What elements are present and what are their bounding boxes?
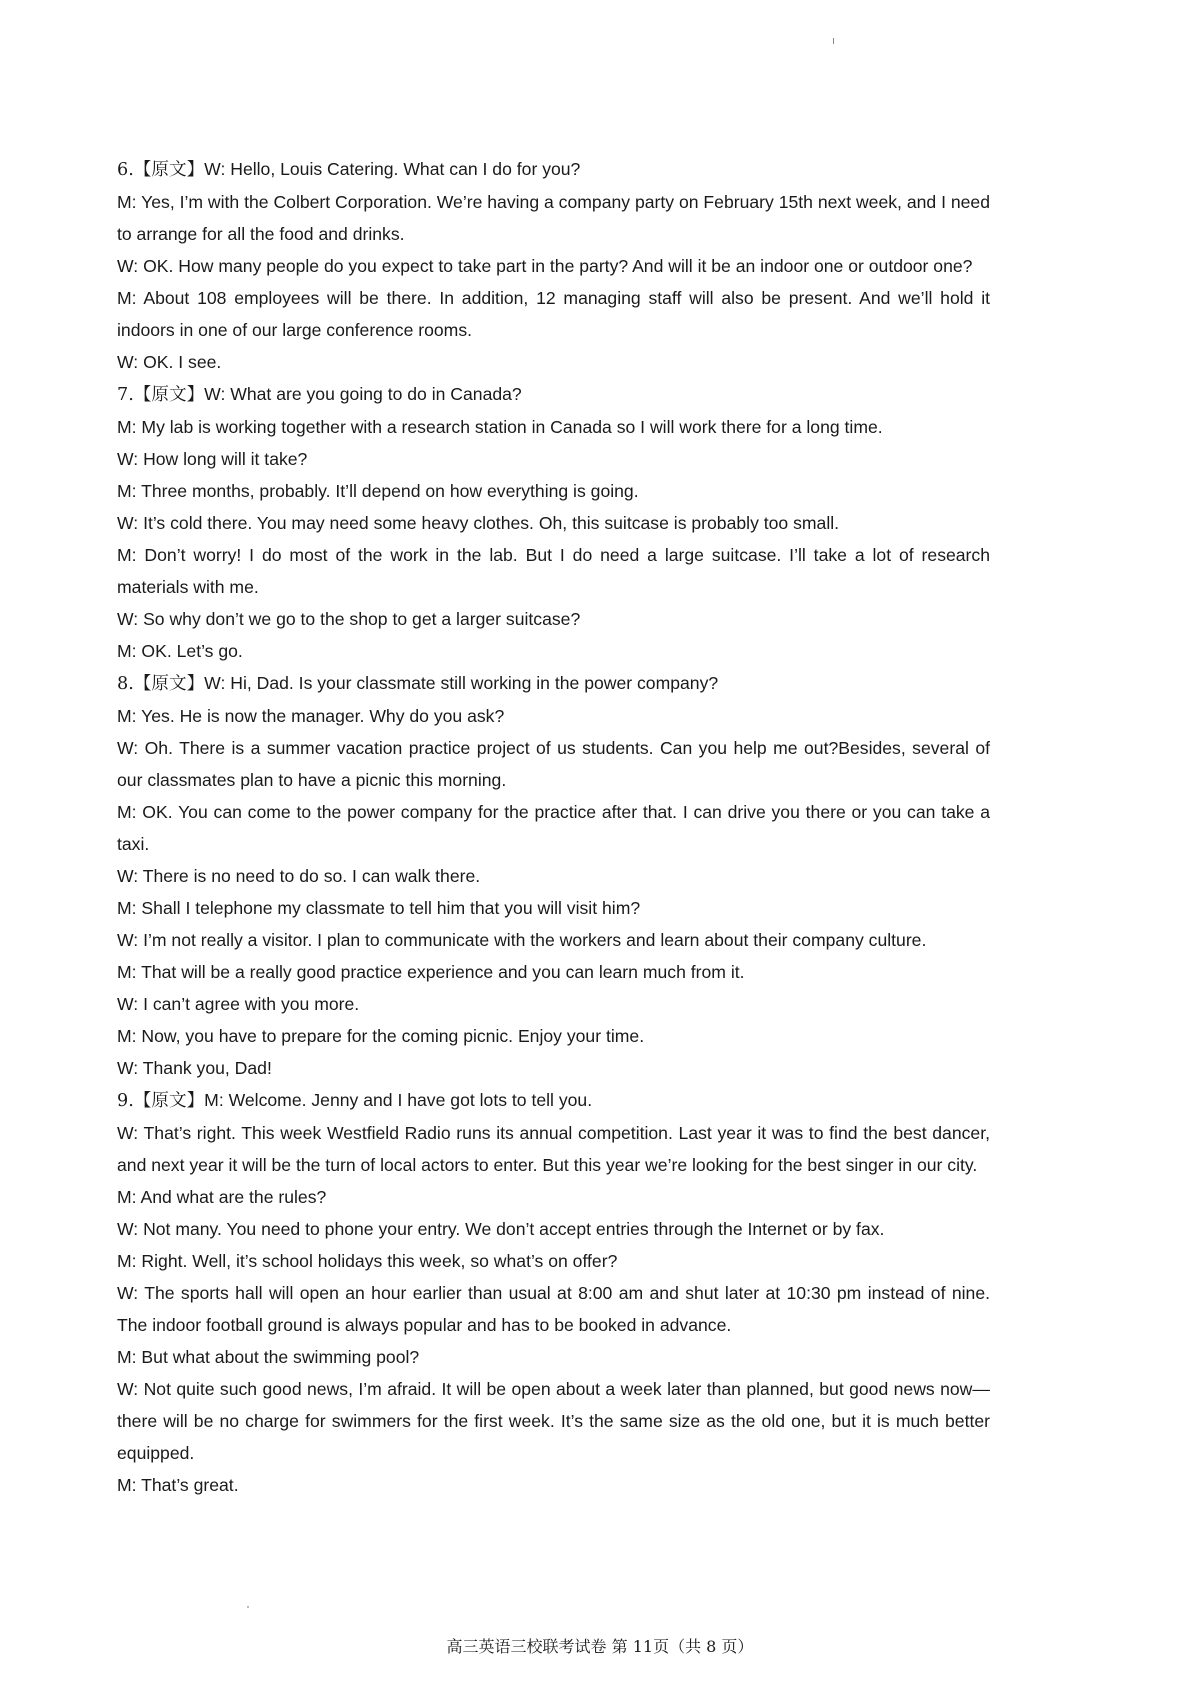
dialogue-text: M: Welcome. Jenny and I have got lots to tell you. <box>204 1090 593 1110</box>
dialogue-text: M: Yes, I’m with the Colbert Corporation. We’re having a company party on February 15th next week, and I need to arrange for all the food and drinks. <box>117 192 990 244</box>
scan-mark <box>833 38 834 44</box>
dialogue-text: W: What are you going to do in Canada? <box>204 384 522 404</box>
dialogue-line <box>117 1373 990 1469</box>
dialogue-text: W: Hello, Louis Catering. What can I do for you? <box>204 159 581 179</box>
dialogue-line <box>117 1213 990 1245</box>
dialogue-text: W: I can’t agree with you more. <box>117 994 360 1014</box>
dialogue-text: W: It’s cold there. You may need some heavy clothes. Oh, this suitcase is probably too small. <box>117 513 840 533</box>
page-footer: 高三英语三校联考试卷 第 11页（共 8 页） <box>446 1637 754 1656</box>
dialogue-text: M: That will be a really good practice experience and you can learn much from it. <box>117 962 745 982</box>
dialogue-line <box>117 1469 990 1501</box>
dialogue-text: W: There is no need to do so. I can walk there. <box>117 866 481 886</box>
dialogue-text: M: Now, you have to prepare for the coming picnic. Enjoy your time. <box>117 1026 645 1046</box>
dialogue-line <box>117 1052 990 1084</box>
dialogue-text: W: Not many. You need to phone your entry. We don’t accept entries through the Internet or by fax. <box>117 1219 885 1239</box>
dialogue-line <box>117 186 990 250</box>
dialogue-text: M: Don’t worry! I do most of the work in the lab. But I do need a large suitcase. I’ll take a lot of research materials with me. <box>117 545 990 597</box>
question-label: 9.【原文】 <box>117 1091 205 1111</box>
dialogue-line <box>117 1277 990 1341</box>
dialogue-text: W: Not quite such good news, I’m afraid. It will be open about a week later than planned, but good news now—there will be no charge for swimmers for the first week. It’s the same size as the old one, but it is much better equipped. <box>117 1379 990 1463</box>
dialogue-line <box>117 924 990 956</box>
dialogue-text: W: The sports hall will open an hour earlier than usual at 8:00 am and shut later at 10:30 pm instead of nine. The indoor football ground is always popular and has to be booked in advance. <box>117 1283 990 1335</box>
dialogue-text: M: Right. Well, it’s school holidays this week, so what’s on offer? <box>117 1251 618 1271</box>
dialogue-text: W: Oh. There is a summer vacation practice project of us students. Can you help me out?Besides, several of our classmates plan to have a picnic this morning. <box>117 738 990 790</box>
scan-speck <box>247 1606 249 1608</box>
dialogue-text: M: Three months, probably. It’ll depend on how everything is going. <box>117 481 639 501</box>
dialogue-line <box>117 411 990 443</box>
dialogue-line <box>117 443 990 475</box>
dialogue-line <box>117 346 990 378</box>
dialogue-line <box>117 282 990 346</box>
dialogue-line <box>117 1181 990 1213</box>
dialogue-line <box>117 700 990 732</box>
question-transcript-start <box>117 153 990 186</box>
dialogue-line <box>117 250 990 282</box>
dialogue-text: M: That’s great. <box>117 1475 239 1495</box>
question-transcript-start <box>117 667 990 700</box>
dialogue-line <box>117 860 990 892</box>
dialogue-text: M: Shall I telephone my classmate to tell him that you will visit him? <box>117 898 641 918</box>
dialogue-text: M: Yes. He is now the manager. Why do you ask? <box>117 706 505 726</box>
dialogue-line <box>117 988 990 1020</box>
dialogue-line <box>117 892 990 924</box>
dialogue-text: M: And what are the rules? <box>117 1187 327 1207</box>
question-label: 6.【原文】 <box>117 160 205 180</box>
dialogue-text: W: I’m not really a visitor. I plan to communicate with the workers and learn about their company culture. <box>117 930 927 950</box>
dialogue-line <box>117 635 990 667</box>
dialogue-line <box>117 796 990 860</box>
dialogue-line <box>117 732 990 796</box>
dialogue-text: W: OK. I see. <box>117 352 222 372</box>
dialogue-line <box>117 1341 990 1373</box>
dialogue-text: M: About 108 employees will be there. In addition, 12 managing staff will also be present. And we’ll hold it indoors in one of our large conference rooms. <box>117 288 990 340</box>
dialogue-line <box>117 603 990 635</box>
dialogue-text: M: My lab is working together with a research station in Canada so I will work there for a long time. <box>117 417 883 437</box>
dialogue-line <box>117 1020 990 1052</box>
dialogue-line <box>117 1245 990 1277</box>
dialogue-line <box>117 956 990 988</box>
question-transcript-start <box>117 378 990 411</box>
dialogue-text: M: But what about the swimming pool? <box>117 1347 420 1367</box>
dialogue-text: W: So why don’t we go to the shop to get a larger suitcase? <box>117 609 581 629</box>
dialogue-text: W: How long will it take? <box>117 449 308 469</box>
dialogue-line <box>117 475 990 507</box>
question-label: 7.【原文】 <box>117 385 205 405</box>
dialogue-line <box>117 539 990 603</box>
transcript-body <box>117 153 990 1501</box>
dialogue-text: M: OK. You can come to the power company for the practice after that. I can drive you there or you can take a taxi. <box>117 802 990 854</box>
dialogue-text: W: OK. How many people do you expect to take part in the party? And will it be an indoor one or outdoor one? <box>117 256 973 276</box>
dialogue-text: W: That’s right. This week Westfield Radio runs its annual competition. Last year it was to find the best dancer, and next year it will be the turn of local actors to enter. But this year we’re looking for the best singer in our city. <box>117 1123 990 1175</box>
question-label: 8.【原文】 <box>117 674 205 694</box>
dialogue-line <box>117 1117 990 1181</box>
dialogue-line <box>117 507 990 539</box>
dialogue-text: M: OK. Let’s go. <box>117 641 243 661</box>
dialogue-text: W: Thank you, Dad! <box>117 1058 272 1078</box>
dialogue-text: W: Hi, Dad. Is your classmate still working in the power company? <box>204 673 719 693</box>
question-transcript-start <box>117 1084 990 1117</box>
